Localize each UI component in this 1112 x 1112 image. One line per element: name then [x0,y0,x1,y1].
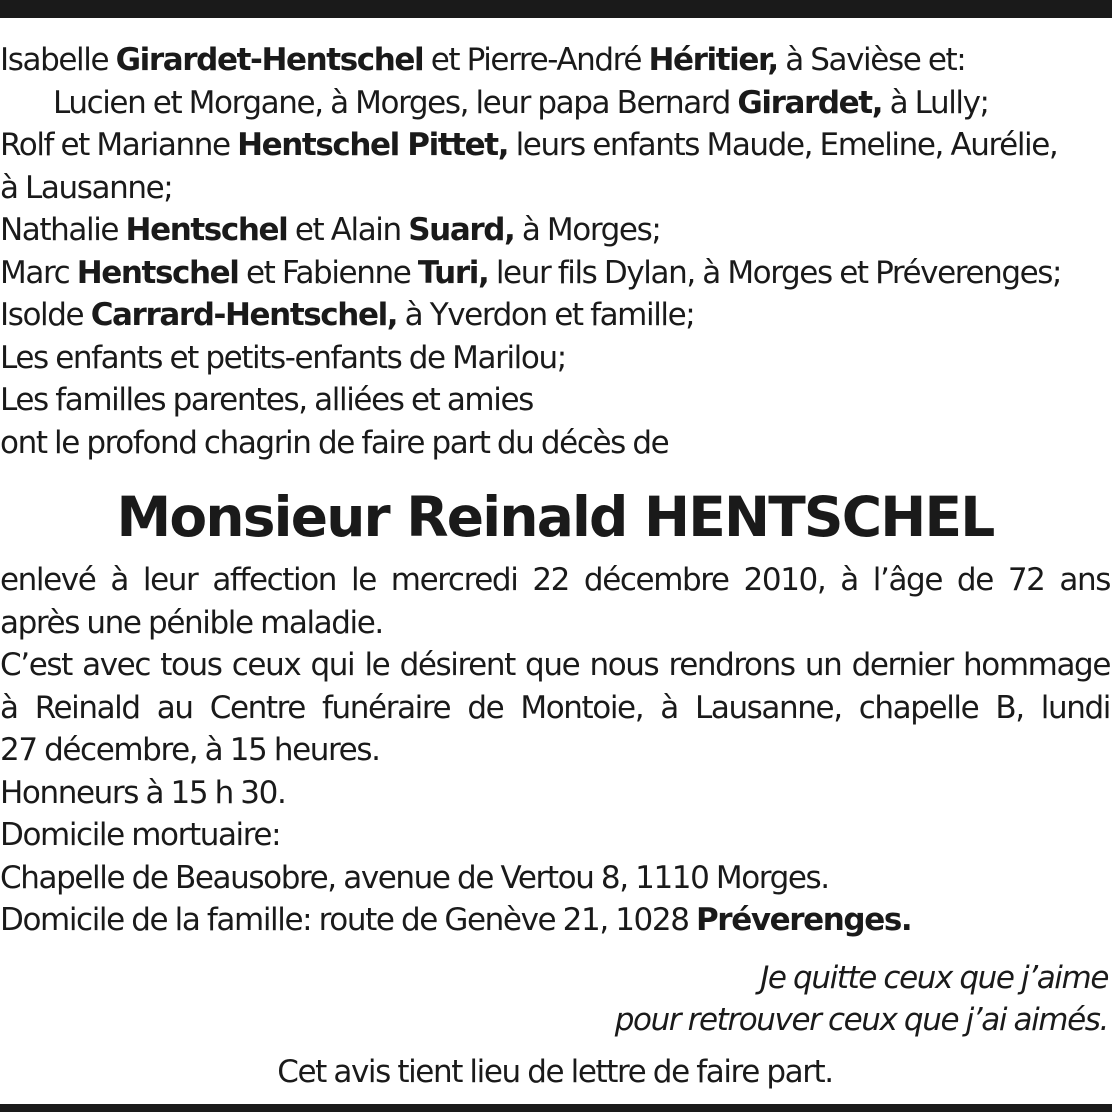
details-line-1: enlevé à leur affection le mercredi 22 décembre 2010, à l’âge de 72 ans [0,562,1110,598]
quote-line-2: pour retrouver ceux que j’ai aimés. [614,1001,1108,1038]
family-line-10: ont le profond chagrin de faire part du décès de [0,424,669,461]
text: leurs enfants Maude, Emeline, Aurélie, [508,127,1058,163]
text: Marc [0,254,77,291]
text: à Yverdon et famille; [397,297,695,333]
text: et Alain [287,212,409,248]
closing-note: Cet avis tient lieu de lettre de faire part. [277,1053,833,1090]
text: Nathalie [0,212,126,248]
details-line-8: Chapelle de Beausobre, avenue de Vertou 8, 1110 Morges. [0,859,829,896]
text: à Savièse et: [777,42,966,78]
surname: Hentschel Pittet, [237,127,509,163]
surname: Hentschel [76,254,239,291]
top-rule [0,0,1112,18]
surname: Girardet, [737,84,883,121]
family-line-7 [0,294,1110,337]
text: à Lully; [882,84,989,121]
details-line-9 [0,899,1110,942]
quote [0,957,1110,1041]
text: Isabelle [0,42,116,78]
text: et Pierre-André [423,42,649,78]
deceased-name: Monsieur Reinald HENTSCHEL [116,485,994,549]
surname: Héritier, [648,42,778,78]
family-line-5 [0,209,1110,252]
family-line-9: Les familles parentes, alliées et amies [0,382,533,418]
family-line-8: Les enfants et petits-enfants de Marilou; [0,339,566,376]
text: Domicile de la famille: route de Genève 21, 1028 [0,902,696,938]
surname: Hentschel [125,212,288,248]
family-line-6 [0,252,1110,295]
details-line-2: après une pénible maladie. [0,604,383,641]
family-line-1 [0,39,1110,82]
text: et Fabienne [238,254,418,291]
details-line-5: 27 décembre, à 15 heures. [0,732,380,768]
text: à Morges; [514,212,661,248]
family-line-2 [0,82,1110,125]
details-line-7: Domicile mortuaire: [0,817,281,853]
surname: Suard, [408,212,515,248]
surname: Carrard-Hentschel, [90,297,398,333]
text: Lucien et Morgane, à Morges, leur papa Bernard [53,84,738,121]
text: Rolf et Marianne [0,127,238,163]
place-name: Préverenges. [695,902,912,938]
text: Isolde [0,297,91,333]
obituary-notice [0,39,1110,1093]
details-line-4: à Reinald au Centre funéraire de Montoie, à Lausanne, chapelle B, lundi [0,689,1110,726]
surname: Girardet-Hentschel [115,42,424,78]
family-line-3 [0,124,1110,167]
family-line-4: à Lausanne; [0,169,173,206]
details-line-3: C’est avec tous ceux qui le désirent que nous rendrons un dernier hommage [0,647,1110,683]
text: leur fils Dylan, à Morges et Préverenges; [488,254,1062,291]
surname: Turi, [417,254,489,291]
bottom-rule [0,1104,1112,1112]
quote-line-1: Je quitte ceux que j’aime [760,959,1108,996]
details-line-6: Honneurs à 15 h 30. [0,774,286,811]
